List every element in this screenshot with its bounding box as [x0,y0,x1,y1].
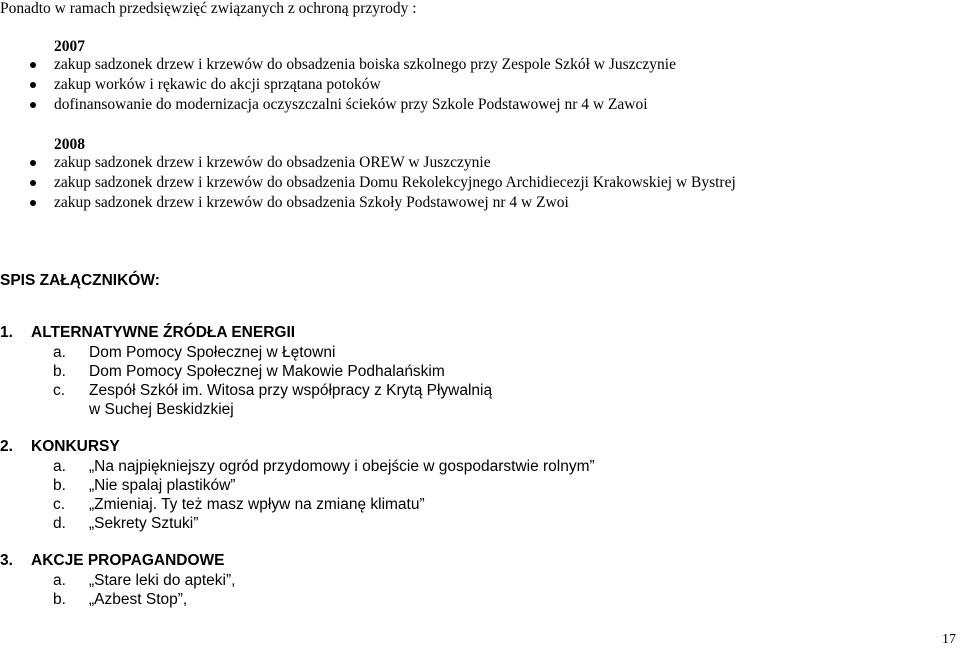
list-item: zakup worków i rękawic do akcji sprzątana potoków [0,75,676,95]
bullet-icon [30,82,36,88]
list-item: a. „Stare leki do apteki”, [53,572,236,589]
list-item: b. „Nie spalaj plastików” [53,477,236,494]
list-item: d. „Sekrety Sztuki” [53,515,199,532]
list-item: w Suchej Beskidzkiej [89,401,234,418]
bullet-icon [30,62,36,68]
year-2008-list [0,153,736,213]
intro-text: Ponadto w ramach przedsięwzięć związanych z ochroną przyrody : [0,0,417,17]
year-heading-2008: 2008 [54,136,85,153]
bullet-icon [30,200,36,206]
list-item: zakup sadzonek drzew i krzewów do obsadzenia OREW w Juszczynie [0,153,736,173]
section-3-title: 3. AKCJE PROPAGANDOWE [0,552,225,569]
list-item: zakup sadzonek drzew i krzewów do obsadzenia boiska szkolnego przy Zespole Szkół w Juszczynie [0,55,676,75]
list-item: a. Dom Pomocy Społecznej w Łętowni [53,344,336,361]
section-2-title: 2. KONKURSY [0,438,120,455]
list-item: b. Dom Pomocy Społecznej w Makowie Podhalańskim [53,363,445,380]
bullet-icon [30,160,36,166]
attachments-title: SPIS ZAŁĄCZNIKÓW: [0,272,160,289]
section-1-title: 1. ALTERNATYWNE ŹRÓDŁA ENERGII [0,324,296,341]
year-2007-list [0,55,676,115]
list-item: zakup sadzonek drzew i krzewów do obsadzenia Domu Rekolekcyjnego Archidiecezji Krakowskiej w Bystrej [0,173,736,193]
bullet-icon [30,102,36,108]
list-item: b. „Azbest Stop”, [53,591,188,608]
list-item: zakup sadzonek drzew i krzewów do obsadzenia Szkoły Podstawowej nr 4 w Zwoi [0,193,736,213]
list-item: a. „Na najpiękniejszy ogród przydomowy i obejście w gospodarstwie rolnym” [53,458,595,475]
list-item: c. „Zmieniaj. Ty też masz wpływ na zmianę klimatu” [53,496,425,513]
year-heading-2007: 2007 [54,38,85,55]
bullet-icon [30,180,36,186]
page-number: 17 [942,632,956,647]
list-item: c. Zespół Szkół im. Witosa przy współpracy z Krytą Pływalnią [53,382,493,399]
list-item: dofinansowanie do modernizacja oczyszczalni ścieków przy Szkole Podstawowej nr 4 w Zawoi [0,95,676,115]
